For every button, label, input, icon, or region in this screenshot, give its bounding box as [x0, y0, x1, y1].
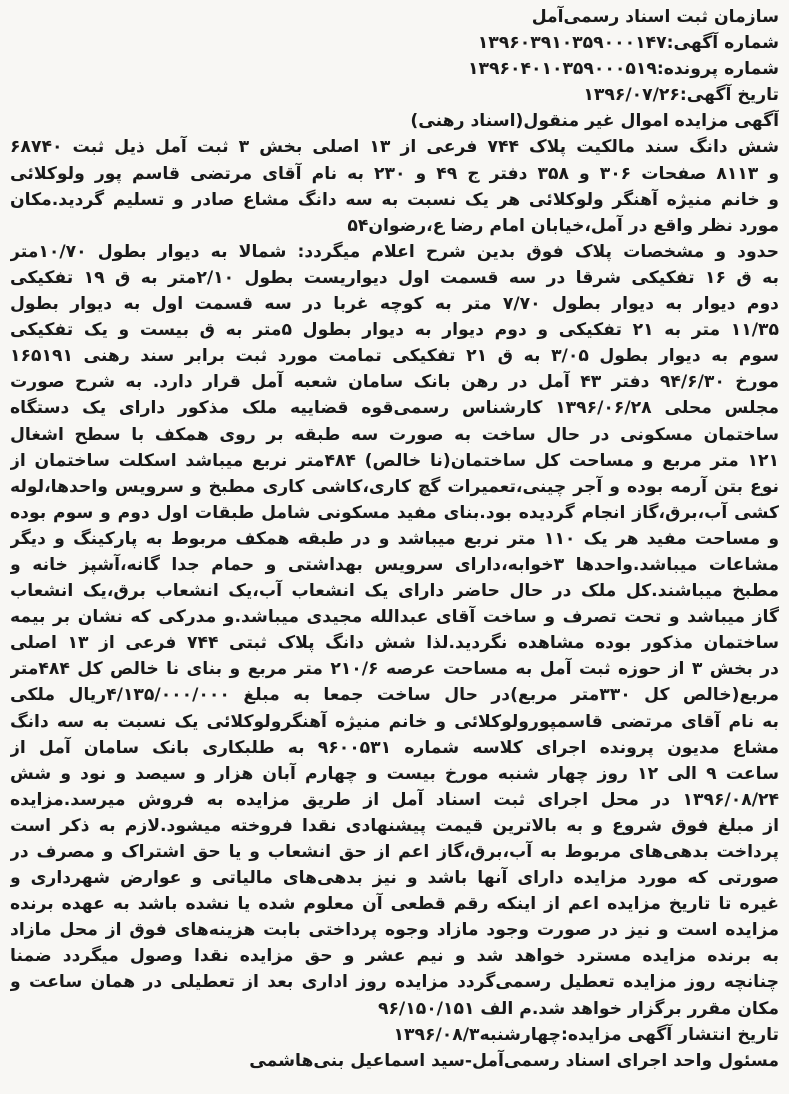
body-line: مشاعات میباشد.واحدها ۳خوابه،دارای سرویس بهداشتی و حمام جدا گانه،آشپز خانه و	[10, 554, 779, 575]
body-line: ساختمان مسکونی در حال ساخت به صورت سه طبقه بر روی همکف با سطح اشغال	[10, 424, 779, 445]
body-line: حدود و مشخصات پلاک فوق بدین شرح اعلام میگردد: شمالا به دیوار بطول ۱۰/۷۰متر	[10, 241, 779, 262]
publication-date: تاریخ انتشار آگهی مزایده:چهارشنبه۱۳۹۶/۰۸/۳	[393, 1024, 779, 1045]
body-line: ساختمان مذکور بوده مشاهده نگردید.لذا شش دانگ پلاک ثبتی ۷۴۴ فرعی از ۱۳ اصلی	[10, 633, 779, 654]
body-line: مجلس محلی ۱۳۹۶/۰۶/۲۸ کارشناس رسمی‌قوه قضاییه ملک مذکور دارای یک دستگاه	[10, 398, 779, 419]
body-line: به برنده مزایده مسترد خواهد شد و نیم عشر و حق مزایده نقدا وصول میگردد ضمنا	[10, 946, 779, 967]
case-number: شماره پرونده:۱۳۹۶۰۴۰۱۰۳۵۹۰۰۰۵۱۹	[468, 59, 779, 80]
body-line: به ق ۱۶ تفکیکی شرقا در سه قسمت اول دیواریست بطول ۲/۱۰متر به ق ۱۹ تفکیکی	[10, 267, 779, 288]
body-line: شش دانگ سند مالکیت پلاک ۷۴۴ فرعی از ۱۳ اصلی بخش ۳ ثبت آمل ذیل ثبت ۶۸۷۴۰	[10, 137, 779, 158]
notice-number: شماره آگهی:۱۳۹۶۰۳۹۱۰۳۵۹۰۰۰۱۴۷	[477, 33, 779, 54]
body-line: مزایده است و نیز در صورت وجود مازاد وجوه پرداختی بابت هزینه‌های فوق از محل مازاد	[10, 920, 779, 941]
body-line: سوم به دیوار بطول ۳/۰۵ به ق ۲۱ تفکیکی تمامت مورد ثبت برابر سند رهنی ۱۶۵۱۹۱	[10, 346, 779, 367]
body-line: مورد نظر واقع در آمل،خیابان امام رضا ع،رضوان۵۴	[347, 215, 779, 236]
body-line: کشی آب،برق،گاز انجام گردیده بود.بنای مفید مسکونی شامل طبقات اول دوم و سوم بوده	[10, 502, 779, 523]
notice-header	[10, 4, 779, 134]
body-line: نوع بتن آرمه بوده و آجر چینی،تعمیرات گچ کاری،کاشی کاری مطبخ و سرویس واحدها،لوله	[10, 476, 779, 497]
body-line: مورخ ۹۴/۶/۳۰ دفتر ۴۳ آمل در رهن بانک سامان شعبه آمل قرار دارد. به شرح صورت	[10, 372, 779, 393]
body-line: گاز میباشد و تحت تصرف و ساخت آقای عبدالله مجیدی میباشد.و مدرکی که نشان بر بیمه	[10, 607, 779, 628]
body-line: و ۸۱۱۳ صفحات ۳۰۶ و ۳۵۸ دفتر ج ۴۹ و ۲۳۰ به نام آقای مرتضی قاسم پور ولوکلائی	[10, 163, 779, 184]
body-line: دوم دیوار به دیوار بطول ۷/۷۰ متر به کوچه غربا در سه قسمت اول به دیوار بطول	[10, 294, 779, 315]
body-line: به نام آقای مرتضی قاسمپورولوکلائی و خانم منیژه آهنگرولوکلائی یک نسبت به سه دانگ	[10, 711, 779, 732]
body-line: صورتی که مورد مزایده دارای آنها باشد و نیز بدهی‌های مالیاتی و عوارض شهرداری و	[10, 868, 779, 889]
body-line: در بخش ۳ از حوزه ثبت آمل به مساحت عرصه ۲۱۰/۶ متر مربع و بنای نا خالص کل ۴۸۴متر	[10, 659, 779, 680]
notice-footer	[10, 1022, 779, 1074]
body-line: و خانم منیژه آهنگر ولوکلائی هر یک نسبت به سه دانگ مشاع صادر و تسلیم گردید.مکان	[10, 189, 779, 210]
body-line: مطبخ میباشند.کل ملک در حال حاضر دارای یک انشعاب آب،یک انشعاب برق،یک انشعاب	[10, 581, 779, 602]
body-line: چنانچه روز مزایده تعطیل رسمی‌گردد مزایده روز اداری بعد از تعطیلی در همان ساعت و	[10, 972, 779, 993]
body-line: ۱۳۹۶/۰۸/۲۴ در محل اجرای ثبت اسناد آمل از طریق مزایده به فروش میرسد.مزایده	[10, 789, 779, 810]
body-line: پرداخت بدهی‌های مربوط به آب،برق،گاز اعم از حق انشعاب و یا حق اشتراک و مصرف در	[10, 842, 779, 862]
notice-title: آگهی مزایده اموال غیر منقول(اسناد رهنی)	[410, 111, 779, 132]
body-line: مربع(خالص کل ۳۳۰متر مربع)در حال ساخت جمعا به مبلغ ۴/۱۳۵/۰۰۰/۰۰۰ریال ملکی	[10, 685, 779, 706]
body-line: ساعت ۹ الی ۱۲ روز چهار شنبه مورخ بیست و چهارم آبان هزار و سیصد و نود و شش	[10, 763, 779, 784]
body-line: و مساحت مفید هر یک ۱۱۰ متر نربع میباشد و در طبقه همکف مربوط به پارکینگ و دیگر	[10, 528, 779, 549]
body-line: ۱۱/۳۵ متر به ۲۱ تفکیکی و دوم دیوار به دیوار بطول ۵متر به ق بیست و یک تفکیکی	[10, 320, 779, 341]
body-line: از مبلغ فوق شروع و به بالاترین قیمت پیشنهادی نقدا فروخته میشود.لازم به ذکر است	[10, 815, 779, 836]
body-line: مشاع مدیون پرونده اجرای کلاسه شماره ۹۶۰۰۵۳۱ به طلبکاری بانک سامان آمل از	[10, 737, 779, 758]
organization-name: سازمان ثبت اسناد رسمی‌آمل	[531, 7, 779, 27]
signatory: مسئول واحد اجرای اسناد رسمی‌آمل-سید اسماعیل بنی‌هاشمی	[249, 1050, 779, 1071]
notice-date: تاریخ آگهی:۱۳۹۶/۰۷/۲۶	[583, 85, 779, 106]
body-line: غیره تا تاریخ مزایده اعم از اینکه رقم قطعی آن معلوم شده یا نشده باشد به عهده برنده	[10, 894, 779, 915]
notice-body	[10, 134, 779, 1021]
body-line: مکان مقرر برگزار خواهد شد.م الف ۹۶/۱۵۰/۱۵۱	[377, 998, 779, 1019]
body-line: ۱۲۱ متر مربع و مساحت کل ساختمان(نا خالص) ۴۸۴متر نربع میباشد اسکلت ساختمان از	[10, 450, 779, 471]
